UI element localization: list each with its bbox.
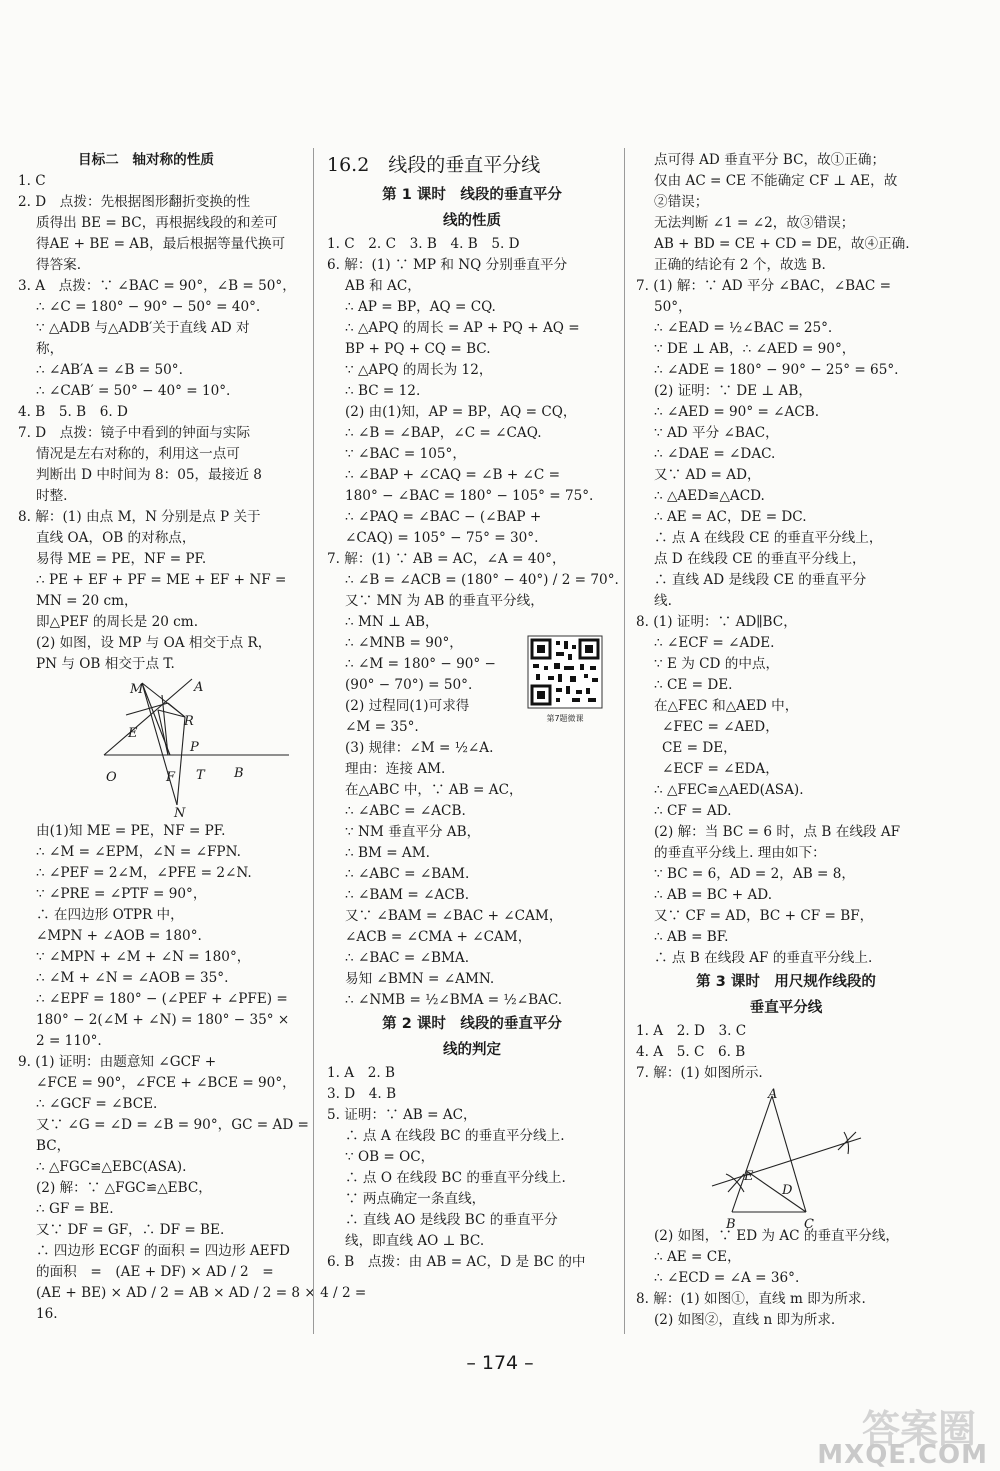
text-line: 在△ABC 中，∵ AB = AC， — [345, 782, 523, 798]
text-line: ∴ ∠M = ∠EPM，∠N = ∠FPN. — [36, 844, 241, 860]
figure-label: D — [782, 1183, 793, 1198]
text-line: 3. A 点拨：∵ ∠BAC = 90°，∠B = 50°， — [18, 278, 296, 294]
text-line: ∴ AP = BP，AQ = CQ. — [345, 299, 496, 315]
watermark-site: MXQE.COM — [817, 1440, 988, 1470]
text-line: 又∵ ∠BAM = ∠BAC + ∠CAM， — [345, 908, 563, 924]
figure-reflection — [18, 675, 300, 821]
text-line: 易得 ME = PE，NF = PF. — [36, 551, 207, 567]
figure-label: B — [726, 1217, 736, 1232]
figure-label: C — [804, 1217, 814, 1232]
text-line: 即△PEF 的周长是 20 cm. — [36, 614, 199, 630]
text-line: ∴ CE = DE. — [654, 677, 733, 693]
watermark-logo: 答案圈 — [861, 1407, 976, 1451]
text-line: ∵ NM 垂直平分 AB， — [345, 824, 481, 840]
text-line: ∴ ∠ADE = 180° − 90° − 25° = 65°. — [654, 362, 899, 378]
text-line: ∴ GF = BE. — [36, 1201, 114, 1217]
figure-label: F — [166, 770, 176, 785]
text-line: ∴ ∠ABC = ∠BAM. — [345, 866, 470, 882]
column-right — [636, 150, 936, 1331]
text-line: ∴ ∠BAM = ∠ACB. — [345, 887, 470, 903]
text-line: (2) 由(1)知，AP = BP，AQ = CQ， — [345, 404, 577, 420]
text-line: ∵ △APQ 的周长为 12， — [345, 362, 493, 378]
text-line: 线的性质 — [443, 213, 501, 229]
text-line: 在△FEC 和△AED 中， — [654, 698, 799, 714]
text-line: 易知 ∠BMN = ∠AMN. — [345, 971, 495, 987]
text-line: MN = 20 cm， — [36, 593, 138, 609]
text-line: ∴ ∠MNB = 90°， — [345, 635, 463, 651]
text-line: ∴ ∠M + ∠N = ∠AOB = 35°. — [36, 970, 229, 986]
text-line: ∴ AE = CE， — [654, 1249, 741, 1265]
text-line: ∴ AB = BC + AD. — [654, 887, 773, 903]
text-line: ∵ AD 平分 ∠BAC， — [654, 425, 779, 441]
figure-label: P — [190, 740, 199, 755]
text-line: (2) 解：当 BC = 6 时，点 B 在线段 AF — [654, 824, 901, 840]
text-line: 7. (1) 解：∵ AD 平分 ∠BAC，∠BAC = — [636, 278, 892, 294]
text-line: 又∵ ∠G = ∠D = ∠B = 90°，GC = AD = — [36, 1117, 309, 1133]
qr-code-icon — [528, 636, 602, 708]
text-line: ∴ ∠ECF = ∠ADE. — [654, 635, 775, 651]
text-line: ∴ 直线 AD 是线段 CE 的垂直平分 — [654, 572, 867, 588]
text-line: ∴ ∠PEF = 2∠M，∠PFE = 2∠N. — [36, 865, 252, 881]
text-line: ∠FCE = 90°，∠FCE + ∠BCE = 90°， — [36, 1075, 296, 1091]
figure-label: R — [184, 714, 194, 729]
text-line: 7. 解：(1) ∵ AB = AC，∠A = 40°， — [327, 551, 566, 567]
text-line: ∴ ∠PAQ = ∠BAC − (∠BAP + — [345, 509, 542, 525]
perpendicular-bisector-diagram — [696, 1084, 896, 1226]
text-line: ∴ ∠AED = 90° = ∠ACB. — [654, 404, 820, 420]
text-line: (AE + BE) × AD / 2 = AB × AD / 2 = 8 × 4 / 2 = — [36, 1285, 367, 1301]
text-line: ∴ AE = AC，DE = DC. — [654, 509, 807, 525]
text-line: 1. C — [18, 173, 46, 189]
text-line: 3. D 4. B — [327, 1086, 397, 1102]
text-line: 称， — [36, 341, 64, 357]
text-line: ∴ PE + EF + PF = ME + EF + NF = — [36, 572, 287, 588]
text-line: ∴ ∠GCF = ∠BCE. — [36, 1096, 158, 1112]
text-line: 时整. — [36, 488, 68, 504]
text-line: ∴ BC = 12. — [345, 383, 421, 399]
text-line: ∴ 点 B 在线段 AF 的垂直平分线上. — [654, 950, 873, 966]
text-line: 7. D 点拨：镜子中看到的钟面与实际 — [18, 425, 251, 441]
figure-label: M — [130, 682, 144, 697]
column-divider — [624, 148, 625, 1334]
text-line: 线的判定 — [443, 1042, 501, 1058]
text-line: ∴ ∠AB′A = ∠B = 50°. — [36, 362, 183, 378]
text-line: 垂直平分线 — [749, 1000, 823, 1016]
text-line: 正确的结论有 2 个，故选 B. — [654, 257, 826, 273]
text-line: 得答案. — [36, 257, 82, 273]
text-line: ∴ ∠DAE = ∠DAC. — [654, 446, 776, 462]
text-line: 4. A 5. C 6. B — [636, 1044, 746, 1060]
qr-label: 第7题微课 — [546, 714, 584, 723]
text-line: 1. A 2. D 3. C — [636, 1023, 747, 1039]
figure-label: O — [106, 770, 117, 785]
text-line: 第 1 课时 线段的垂直平分 — [382, 187, 562, 203]
text-line: 仅由 AC = CE 不能确定 CF ⊥ AE，故 — [654, 173, 898, 189]
text-line: 16.2 线段的垂直平分线 — [327, 154, 541, 176]
text-line: ∵ 两点确定一条直线， — [345, 1191, 486, 1207]
text-line: ∠CAQ) = 105° − 75° = 30°. — [345, 530, 539, 546]
text-line: ∵ OB = OC， — [345, 1149, 435, 1165]
text-line: 7. 解：(1) 如图所示. — [636, 1065, 763, 1081]
figure-label: E — [128, 726, 138, 741]
page-number: – 174 – — [466, 1352, 534, 1374]
text-line: ②错误； — [654, 194, 709, 210]
text-line: ∴ △FEC≌△AED(ASA). — [654, 782, 804, 798]
text-line: ∴ ∠C = 180° − 90° − 50° = 40°. — [36, 299, 261, 315]
text-line: ∠MPN + ∠AOB = 180°. — [36, 928, 202, 944]
figure-label: N — [174, 806, 186, 821]
text-line: 又∵ MN 为 AB 的垂直平分线， — [345, 593, 544, 609]
text-line: ∴ MN ⊥ AB， — [345, 614, 439, 630]
text-line: 180° − ∠BAC = 180° − 105° = 75°. — [345, 488, 594, 504]
text-line: 第 3 课时 用尺规作线段的 — [696, 974, 876, 990]
text-line: 线，即直线 AO ⊥ BC. — [345, 1233, 485, 1249]
text-line: ∴ ∠ECD = ∠A = 36°. — [654, 1270, 800, 1286]
figure-perpendicular-bisector — [636, 1084, 936, 1232]
text-line: 直线 OA，OB 的对称点， — [36, 530, 196, 546]
text-line: ∵ DE ⊥ AB，∴ ∠AED = 90°， — [654, 341, 856, 357]
text-line: (2) 过程同(1)可求得 — [345, 698, 470, 714]
text-line: 8. 解：(1) 如图①，直线 m 即为所求. — [636, 1291, 866, 1307]
text-line: 1. C 2. C 3. B 4. B 5. D — [327, 236, 520, 252]
text-line: ∴ 点 O 在线段 BC 的垂直平分线上. — [345, 1170, 566, 1186]
text-line: ∵ △ADB 与△ADB′关于直线 AD 对 — [36, 320, 250, 336]
text-line: (90° − 70°) = 50°. — [345, 677, 473, 693]
text-line: ∴ △AED≌△ACD. — [654, 488, 765, 504]
text-line: 又∵ AD = AD， — [654, 467, 761, 483]
text-line: ∴ ∠BAC = ∠BMA. — [345, 950, 470, 966]
text-line: 目标二 轴对称的性质 — [78, 152, 214, 168]
text-line: ∴ 点 A 在线段 BC 的垂直平分线上. — [345, 1128, 565, 1144]
text-line: ∴ ∠B = ∠ACB = (180° − 40°) / 2 = 70°. — [345, 572, 619, 588]
text-line: 5. 证明：∵ AB = AC， — [327, 1107, 477, 1123]
text-line: ∵ ∠MPN + ∠M + ∠N = 180°， — [36, 949, 251, 965]
text-line: ∴ ∠EPF = 180° − (∠PEF + ∠PFE) = — [36, 991, 288, 1007]
figure-label: A — [194, 680, 204, 695]
figure-label: T — [196, 768, 205, 783]
text-line: 8. (1) 证明：∵ AD∥BC， — [636, 614, 797, 630]
text-line: ∴ ∠BAP + ∠CAQ = ∠B + ∠C = — [345, 467, 561, 483]
text-line: 又∵ DF = GF，∴ DF = BE. — [36, 1222, 225, 1238]
qr-code[interactable] — [528, 636, 602, 723]
text-line: ∴ △APQ 的周长 = AP + PQ + AQ = — [345, 320, 580, 336]
text-line: 2. D 点拨：先根据图形翻折变换的性 — [18, 194, 251, 210]
text-line: 又∵ CF = AD，BC + CF = BF， — [654, 908, 874, 924]
text-line: 6. 解：(1) ∵ MP 和 NQ 分别垂直平分 — [327, 257, 568, 273]
text-line: CE = DE， — [662, 740, 737, 756]
text-line: ∠ECF = ∠EDA， — [662, 761, 779, 777]
text-line: 第 2 课时 线段的垂直平分 — [382, 1016, 562, 1032]
text-line: 的垂直平分线上. 理由如下： — [654, 845, 826, 861]
figure-label: E — [744, 1169, 754, 1184]
text-line: ∴ ∠ABC = ∠ACB. — [345, 803, 466, 819]
text-line: ∴ AB = BF. — [654, 929, 729, 945]
text-line: 4. B 5. B 6. D — [18, 404, 128, 420]
text-line: ∴ CF = AD. — [654, 803, 732, 819]
text-line: ∴ BM = AM. — [345, 845, 430, 861]
text-line: 理由：连接 AM. — [345, 761, 446, 777]
text-line: PN 与 OB 相交于点 T. — [36, 656, 175, 672]
text-line: ∴ 在四边形 OTPR 中， — [36, 907, 184, 923]
text-line: 8. 解：(1) 由点 M，N 分别是点 P 关于 — [18, 509, 261, 525]
text-line: (2) 如图，设 MP 与 OA 相交于点 R， — [36, 635, 272, 651]
figure-label: B — [234, 766, 244, 781]
text-line: 点可得 AD 垂直平分 BC，故①正确； — [654, 152, 886, 168]
text-line: ∴ ∠M = 180° − 90° − — [345, 656, 496, 672]
text-line: AB 和 AC， — [345, 278, 421, 294]
text-line: 16. — [36, 1306, 58, 1322]
text-line: ∵ ∠PRE = ∠PTF = 90°， — [36, 886, 207, 902]
text-line: 2 = 110°. — [36, 1033, 102, 1049]
text-line: ∴ ∠NMB = ½∠BMA = ½∠BAC. — [345, 992, 563, 1008]
text-line: ∴ 点 A 在线段 CE 的垂直平分线上， — [654, 530, 883, 546]
text-line: 质得出 BE = BC，再根据线段的和差可 — [36, 215, 278, 231]
text-line: 9. (1) 证明：由题意知 ∠GCF + — [18, 1054, 217, 1070]
text-line: ∠FEC = ∠AED， — [662, 719, 779, 735]
column-divider — [313, 148, 314, 1334]
text-line: 线. — [654, 593, 672, 609]
text-line: ∠ACB = ∠CMA + ∠CAM， — [345, 929, 532, 945]
text-line: ∵ E 为 CD 的中点， — [654, 656, 780, 672]
text-line: (2) 证明：∵ DE ⊥ AB， — [654, 383, 812, 399]
text-line: ∴ ∠CAB′ = 50° − 40° = 10°. — [36, 383, 231, 399]
figure-label: A — [768, 1087, 778, 1102]
text-line: 的面积 = (AE + DF) × AD / 2 = — [36, 1264, 274, 1280]
text-line: ∵ ∠BAC = 105°， — [345, 446, 466, 462]
text-line: 由(1)知 ME = PE，NF = PF. — [36, 823, 226, 839]
text-line: 6. B 点拨：由 AB = AC，D 是 BC 的中 — [327, 1254, 586, 1270]
text-line: BC， — [36, 1138, 71, 1154]
text-line: (2) 解：∵ △FGC≌△EBC， — [36, 1180, 212, 1196]
text-line: (2) 如图，∵ ED 为 AC 的垂直平分线， — [654, 1228, 900, 1244]
text-line: ∴ ∠EAD = ½∠BAC = 25°. — [654, 320, 833, 336]
text-line: BP + PQ + CQ = BC. — [345, 341, 491, 357]
text-line: ∴ 直线 AO 是线段 BC 的垂直平分 — [345, 1212, 558, 1228]
text-line: ∴ 四边形 ECGF 的面积 = 四边形 AEFD — [36, 1243, 290, 1259]
text-line: (3) 规律：∠M = ½∠A. — [345, 740, 494, 756]
text-line: 判断出 D 中时间为 8：05，最接近 8 — [36, 467, 262, 483]
text-line: (2) 如图②，直线 n 即为所求. — [654, 1312, 836, 1328]
text-line: 情况是左右对称的，利用这一点可 — [36, 446, 240, 462]
text-line: ∵ BC = 6，AD = 2，AB = 8， — [654, 866, 855, 882]
text-line: AB + BD = CE + CD = DE，故④正确. — [654, 236, 910, 252]
text-line: 无法判断 ∠1 = ∠2，故③错误； — [654, 215, 855, 231]
text-line: ∴ ∠B = ∠BAP，∠C = ∠CAQ. — [345, 425, 542, 441]
text-line: 点 D 在线段 CE 的垂直平分线上， — [654, 551, 866, 567]
text-line: 180° − 2(∠M + ∠N) = 180° − 35° × — [36, 1012, 290, 1028]
text-line: ∠M = 35°. — [345, 719, 419, 735]
text-line: 1. A 2. B — [327, 1065, 395, 1081]
text-line: 50°， — [654, 299, 692, 315]
text-line: 得AE + BE = AB，最后根据等量代换可 — [36, 236, 286, 252]
text-line: ∴ △FGC≌△EBC(ASA). — [36, 1159, 187, 1175]
